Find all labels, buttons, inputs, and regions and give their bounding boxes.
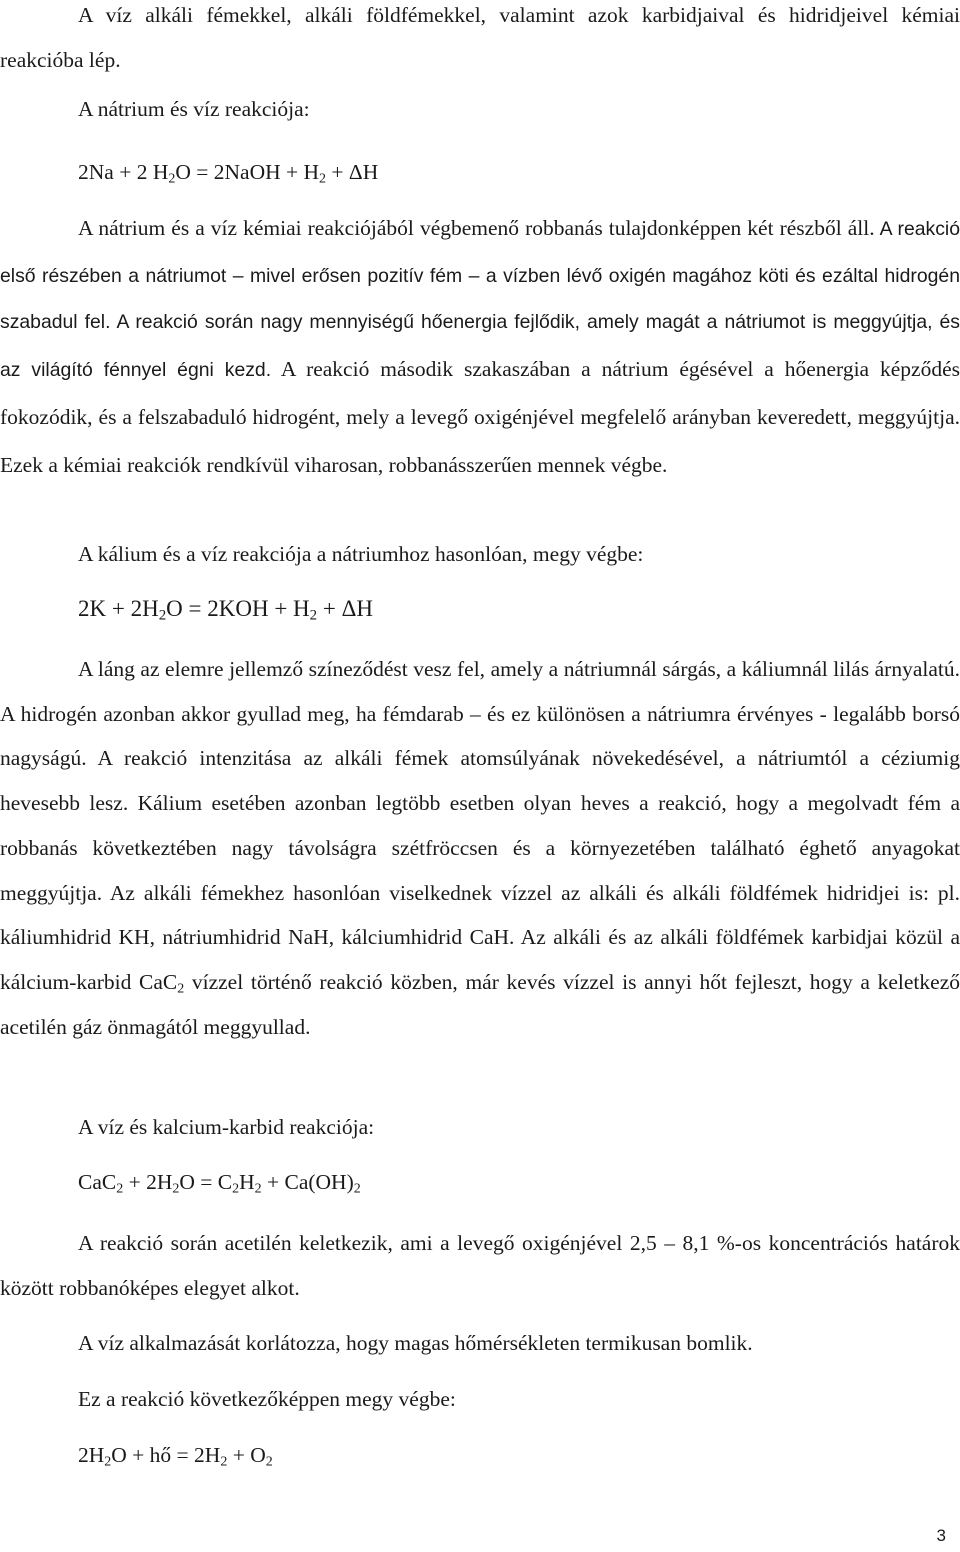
page-number: 3: [936, 1526, 946, 1545]
paragraph-acetylene: A reakció során acetilén keletkezik, ami a levegő oxigénjével 2,5 – 8,1 %-os koncentrációs határok között robbanóképes elegyet alkot.: [0, 1231, 960, 1300]
equation-water-decomposition: $2H_2O$ + hő = $2H_2 + O_2$: [78, 1443, 273, 1470]
paragraph-flame-hydrides: A láng az elemre jellemző színeződést vesz fel, amely a nátriumnál sárgás, a káliumnál lilás árnyalatú. A hidrogén azonban akkor gyullad meg, ha fémdarab – és ez különösen a nátriumra érvényes - legalább borsó nagyságú. A reakció intenzitása az alkáli fémek atomsúlyának növekedésével, a nátriumtól a céziumig hevesebb lesz. Kálium esetében azonban legtöbb esetben olyan heves a reakció, hogy a megolvadt fém a robbanás következtében nagy távolságra szétfröccsen és a környezetében található éghető anyagokat meggyújtja. Az alkáli fémekhez hasonlóan viselkednek vízzel az alkáli és alkáli földfémek hidridjei is: pl. káliumhidrid KH, nátriumhidrid NaH, kálciumhidrid CaH. Az alkáli és az alkáli földfémek karbidjai közül a kálcium-karbid CaC$_2$ vízzel történő reakció közben, már kevés vízzel is annyi hőt fejleszt, hogy a keletkező acetilén gáz önmagától meggyullad.: [0, 657, 960, 1039]
equation-calcium-carbide: $CaC_2 + 2H_2O = C_2H_2 + Ca(OH)_2$: [78, 1170, 361, 1197]
heading-potassium-water: A kálium és a víz reakciója a nátriumhoz hasonlóan, megy végbe:: [78, 542, 644, 566]
heading-calcium-carbide: A víz és kalcium-karbid reakciója:: [78, 1115, 375, 1139]
heading-sodium-water: A nátrium és víz reakciója:: [78, 97, 310, 121]
paragraph-thermal-decomposition: A víz alkalmazását korlátozza, hogy magas hőmérsékleten termikusan bomlik.: [78, 1331, 753, 1355]
paragraph-sodium-explanation: A nátrium és a víz kémiai reakciójából végbemenő robbanás tulajdonképpen két részből áll. A reakció első részében a nátriumot – mivel erősen pozitív fém – a vízben lévő oxigén magához köti és ezáltal hidrogén szabadul fel. A reakció során nagy mennyiségű hőenergia fejlődik, amely magát a nátriumot is meggyújtja, és az világító fénnyel égni kezd. A reakció második szakaszában a nátrium égésével a hőenergia képződés fokozódik, és a felszabaduló hidrogént, mely a levegő oxigénjével megfelelő arányban keveredett, meggyújtja. Ezek a kémiai reakciók rendkívül viharosan, robbanásszerűen mennek végbe.: [0, 216, 960, 477]
equation-sodium-water: 2Na + 2 $H_2O$ = 2NaOH + $H_2 + \Delta H$: [78, 160, 379, 187]
equation-potassium-water: $2K + 2H_2O = 2KOH + H_2 + \Delta H$: [78, 596, 374, 624]
paragraph-intro: A víz alkáli fémekkel, alkáli földfémekkel, valamint azok karbidjaival és hidridjeivel kémiai reakcióba lép.: [0, 3, 960, 72]
heading-reaction: Ez a reakció következőképpen megy végbe:: [78, 1387, 456, 1411]
